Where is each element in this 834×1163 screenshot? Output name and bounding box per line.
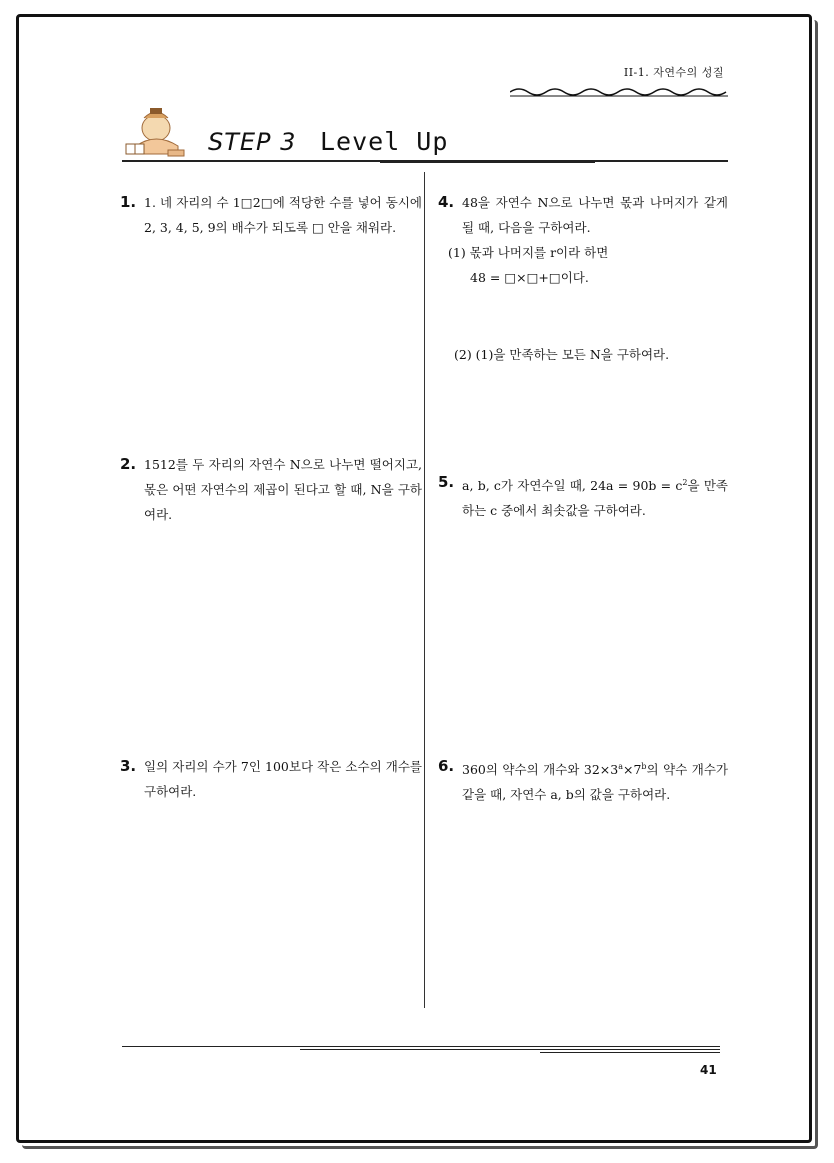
problem-2 [120,452,422,527]
problem-6-text-a: 360의 약수의 개수와 32×3 [462,762,619,778]
step-title: STEP 3 [208,128,297,156]
title-rule-accent [380,160,595,163]
problem-4-number: 4. [438,193,455,211]
problem-4-sub-2: (2) (1)을 만족하는 모든 N을 구하여라. [454,347,670,362]
problem-6-text-mid: ×7 [622,762,642,778]
footer-rule-3 [540,1052,720,1053]
level-title: Level Up [320,127,449,156]
scholar-reading-icon [122,106,188,160]
problem-6-number: 6. [438,757,455,775]
problem-2-number: 2. [120,455,137,473]
column-divider [424,172,425,1008]
problem-4-sub-1: (1) 몫과 나머지를 r이라 하면 [448,245,609,260]
problem-5-text-a: a, b, c가 자연수일 때, 24a = 90b = c [462,478,683,494]
problem-5-text-b: 을 만족하는 c 중에서 최솟값을 구하여라. [462,478,728,519]
footer-rule-2 [300,1049,720,1050]
problem-4 [438,190,728,290]
page-number: 41 [700,1063,717,1077]
problem-1-text: 1. 네 자리의 수 1□2□에 적당한 수를 넣어 동시에 2, 3, 4, 5, 9의 배수가 되도록 □ 안을 채워라. [144,195,422,235]
footer-rule [122,1046,720,1047]
problem-3-number: 3. [120,757,137,775]
problem-1-number: 1. [120,193,137,211]
problem-4-sub-1-equation: 48 = □×□+□이다. [470,270,589,285]
problem-6-text [462,754,728,807]
problem-5 [438,470,728,523]
chapter-label: II-1. 자연수의 성질 [623,66,724,79]
problem-5-exponent: 2 [682,478,688,487]
problem-4-text: 48을 자연수 N으로 나누면 몫과 나머지가 같게 될 때, 다음을 구하여라. [462,195,728,235]
problem-3 [120,754,422,804]
problem-6-text-b: 의 약수 개수가 같을 때, 자연수 a, b의 값을 구하여라. [462,762,728,803]
problem-1 [120,190,422,240]
problem-5-number: 5. [438,473,455,491]
problem-6 [438,754,728,807]
problem-3-text: 일의 자리의 수가 7인 100보다 작은 소수의 개수를 구하여라. [144,759,422,799]
problem-6-exponent-b: b [641,762,647,771]
problem-2-text: 1512를 두 자리의 자연수 N으로 나누면 떨어지고, 몫은 어떤 자연수의 제곱이 된다고 할 때, N을 구하여라. [144,457,422,522]
wave-ornament-icon [510,86,728,98]
page-frame [16,14,812,1143]
problem-5-text [462,470,728,523]
problem-6-exponent-a: a [618,762,623,771]
